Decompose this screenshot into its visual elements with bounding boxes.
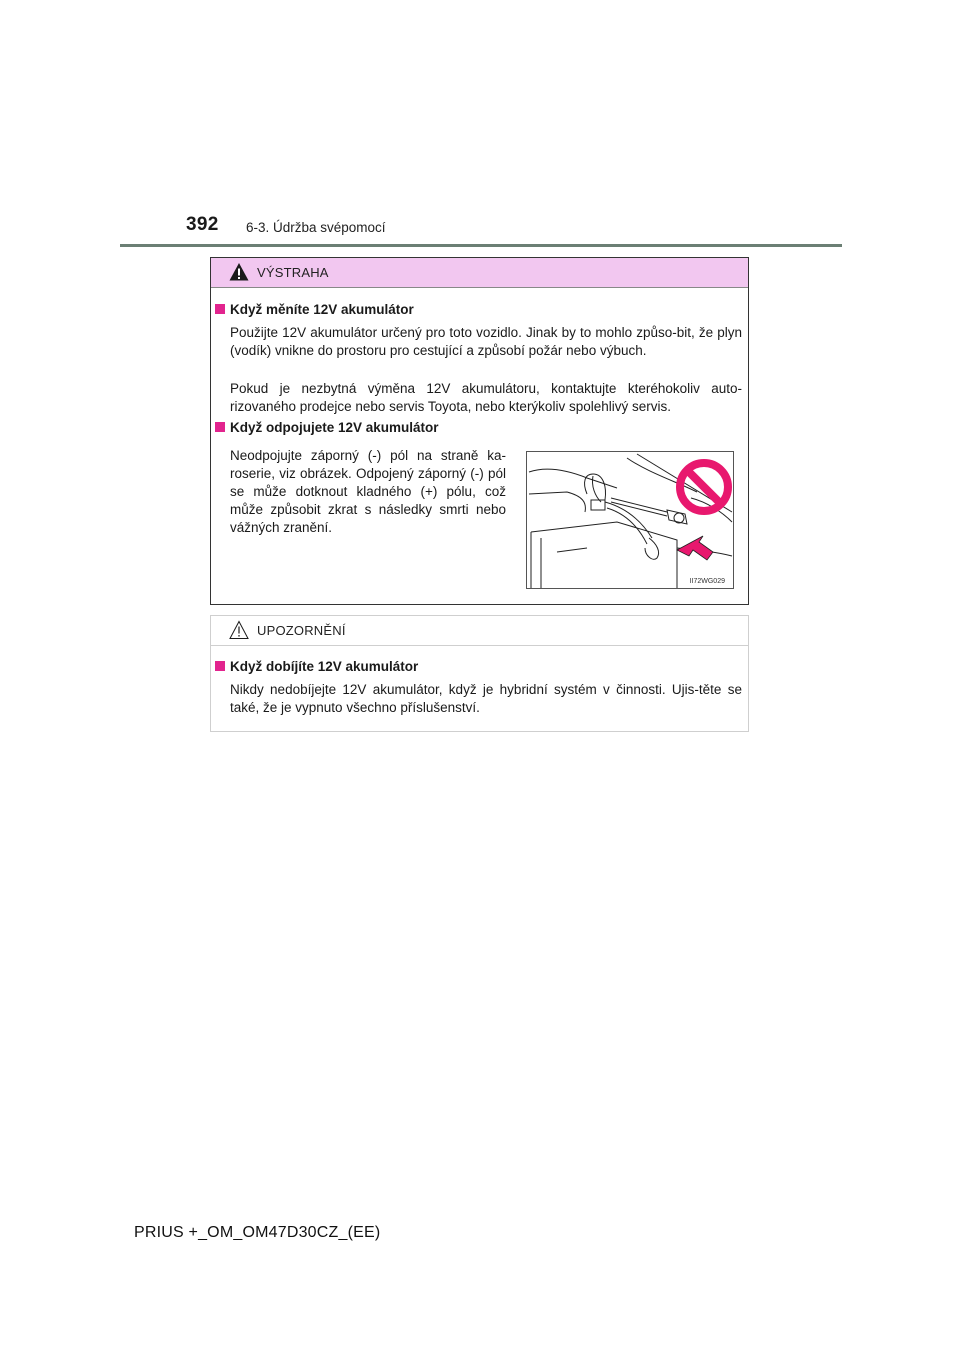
caution-title: UPOZORNĚNÍ bbox=[257, 623, 346, 638]
caution-header bbox=[211, 616, 748, 646]
caution-box bbox=[210, 615, 749, 732]
subheading-text: Když dobíjíte 12V akumulátor bbox=[230, 659, 419, 674]
square-bullet-icon bbox=[215, 661, 225, 671]
caution-triangle-icon bbox=[229, 620, 249, 640]
warning-paragraph: Neodpojujte záporný (-) pól na straně ka-roserie, viz obrázek. Odpojený záporný (-) pól se může dotknout kladného (+) pólu, což může způsobit zkrat s následky smrti nebo vážných zranění. bbox=[230, 448, 506, 535]
square-bullet-icon bbox=[215, 422, 225, 432]
battery-terminal-illustration bbox=[526, 451, 734, 589]
warning-subheading-disconnect bbox=[215, 420, 439, 435]
square-bullet-icon bbox=[215, 304, 225, 314]
header-divider bbox=[120, 244, 842, 247]
document-code: PRIUS +_OM_OM47D30CZ_(EE) bbox=[134, 1224, 381, 1241]
warning-paragraph: Použijte 12V akumulátor určený pro toto vozidlo. Jinak by to mohlo způso-bit, že plyn (vodík) vnikne do prostoru pro cestující a způsobí požár nebo výbuch. bbox=[230, 325, 742, 358]
page-number: 392 bbox=[186, 214, 219, 235]
warning-triangle-icon bbox=[229, 262, 249, 282]
warning-title: VÝSTRAHA bbox=[257, 265, 329, 280]
subheading-text: Když odpojujete 12V akumulátor bbox=[230, 420, 439, 435]
subheading-text: Když měníte 12V akumulátor bbox=[230, 302, 414, 317]
section-title: 6-3. Údržba svépomocí bbox=[246, 220, 386, 235]
warning-paragraph: Pokud je nezbytná výměna 12V akumulátoru, kontaktujte kteréhokoliv auto-rizovaného prodejce nebo servis Toyota, nebo kterýkoliv spolehlivý servis. bbox=[230, 381, 742, 414]
warning-subheading-replace bbox=[215, 302, 414, 317]
figure-code: II72WG029 bbox=[689, 578, 725, 585]
warning-box bbox=[210, 257, 749, 605]
caution-subheading-charging bbox=[215, 659, 418, 674]
caution-paragraph: Nikdy nedobíjejte 12V akumulátor, když je hybridní systém v činnosti. Ujis-těte se také, že je vypnuto všechno příslušenství. bbox=[230, 682, 742, 715]
battery-terminal-drawing bbox=[527, 452, 733, 588]
warning-header bbox=[211, 258, 748, 288]
